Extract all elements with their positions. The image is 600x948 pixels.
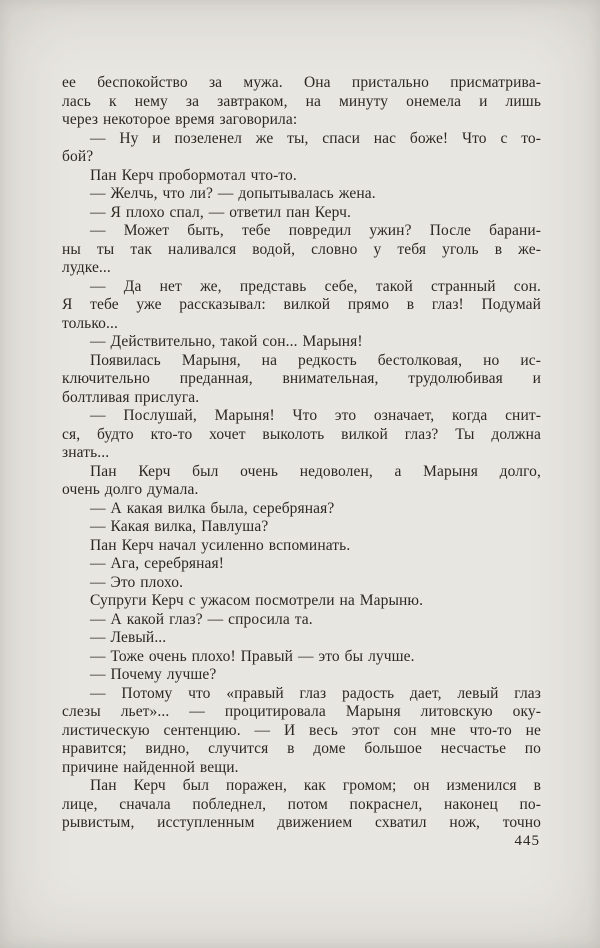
text-line: — А какой глаз? — спросила та.: [90, 610, 313, 628]
text-line: Пан Керч был очень недоволен, а Марыня долго,: [90, 462, 541, 480]
text-line: — Левый...: [90, 629, 167, 646]
text-line: листическую сентенцию. — И весь этот сон мне что-то не: [62, 721, 541, 739]
text-line: ключительно преданная, внимательная, трудолюбивая и: [62, 370, 541, 387]
text-line: рывистым, исступленным движением схватил нож, точно: [62, 814, 541, 831]
text-line: ее беспокойство за мужа. Она пристально присматрива-: [62, 74, 541, 91]
text-line: — Да нет же, представь себе, такой странный сон.: [90, 277, 541, 295]
text-line: — Это плохо.: [90, 573, 184, 591]
text-line: — Желчь, что ли? — допытывалась жена.: [90, 185, 376, 202]
text-line: Пан Керч пробормотал что-то.: [90, 166, 297, 184]
text-line: болтливая прислуга.: [62, 388, 200, 406]
text-line: — Ага, серебряная!: [90, 555, 225, 572]
text-line: Супруги Керч с ужасом посмотрели на Марыню.: [90, 592, 424, 609]
text-line: лась к нему за завтраком, на минуту онемела и лишь: [62, 92, 541, 110]
text-line: ся, будто кто-то хочет выколоть вилкой глаз? Ты должна: [62, 425, 541, 443]
text-line: причине найденной вещи.: [62, 758, 239, 776]
text-line: — Тоже очень плохо! Правый — это бы лучше.: [90, 647, 415, 665]
text-line: Появилась Марыня, на редкость бестолковая, но ис-: [90, 351, 541, 369]
text-line: — Может быть, тебе повредил ужин? После барани-: [90, 222, 541, 239]
text-block: [62, 74, 541, 833]
text-line: Пан Керч начал усиленно вспоминать.: [90, 536, 351, 554]
text-line: — Послушай, Марыня! Что это означает, когда снит-: [90, 407, 541, 424]
text-line: — Почему лучше?: [90, 666, 217, 683]
text-line: очень долго думала.: [62, 481, 199, 498]
text-line: — Я плохо спал, — ответил пан Керч.: [90, 203, 351, 221]
text-line: слезы льет»... — процитировала Марыня литовскую оку-: [62, 703, 541, 720]
text-line: бой?: [62, 148, 94, 165]
text-line: нравится; видно, случится в доме большое несчастье по: [62, 740, 541, 757]
text-line: Я тебе уже рассказывал: вилкой прямо в глаз! Подумай: [62, 296, 541, 313]
text-line: знать...: [62, 444, 110, 461]
text-line: — Ну и позеленел же ты, спаси нас боже! Что с то-: [90, 129, 541, 147]
text-line: ны ты так наливался водой, словно у тебя уголь в же-: [62, 240, 541, 258]
text-line: — Потому что «правый глаз радость дает, левый глаз: [90, 684, 541, 702]
text-line: — Какая вилка, Павлуша?: [90, 518, 269, 535]
text-line: — Действительно, такой сон... Марыня!: [90, 333, 363, 350]
page-number: 445: [514, 833, 540, 849]
text-line: только...: [62, 314, 118, 332]
text-line: через некоторое время заговорила:: [62, 111, 298, 128]
text-line: — А какая вилка была, серебряная?: [90, 499, 335, 517]
text-line: лудке...: [62, 259, 111, 276]
text-line: Пан Керч был поражен, как громом; он изменился в: [90, 777, 541, 794]
text-line: лице, сначала побледнел, потом покраснел, наконец по-: [62, 795, 541, 813]
